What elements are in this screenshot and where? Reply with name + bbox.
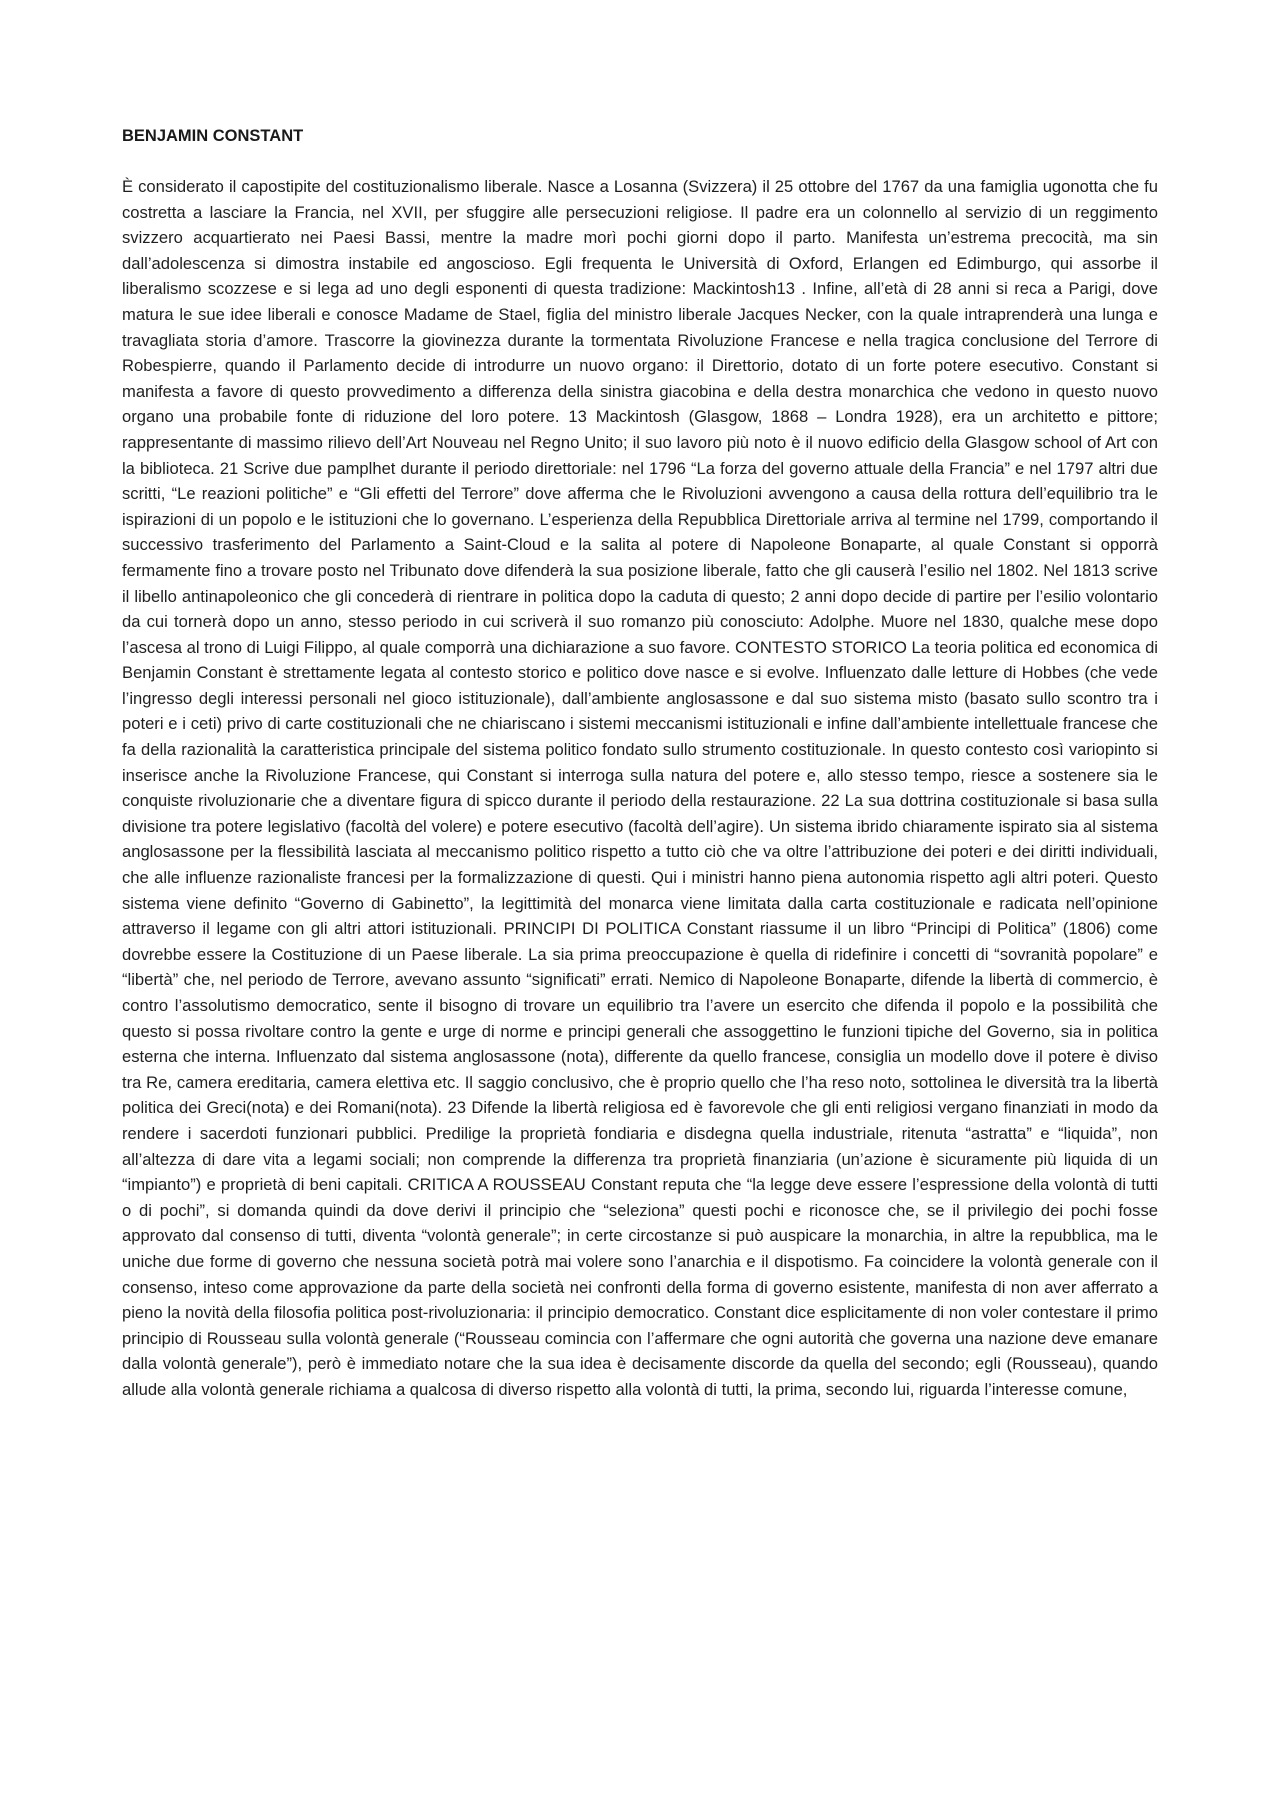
document-body: È considerato il capostipite del costituzionalismo liberale. Nasce a Losanna (Svizzera) il 25 ottobre del 1767 da una famiglia ugonotta che fu costretta a lasciare la Francia, nel XVII, per sfuggire alle persecuzioni religiose. Il padre era un colonnello al servizio di un reggimento svizzero acquartierato nei Paesi Bassi, mentre la madre morì pochi giorni dopo il parto. Manifesta un’estrema precocità, ma sin dall’adolescenza si dimostra instabile ed angoscioso. Egli frequenta le Università di Oxford, Erlangen ed Edimburgo, qui assorbe il liberalismo scozzese e si lega ad uno degli esponenti di questa tradizione: Mackintosh13 . Infine, all’età di 28 anni si reca a Parigi, dove matura le sue idee liberali e conosce Madame de Stael, figlia del ministro liberale Jacques Necker, con la quale intraprenderà una lunga e travagliata storia d’amore. Trascorre la giovinezza durante la tormentata Rivoluzione Francese e nella tragica conclusione del Terrore di Robespierre, quando il Parlamento decide di introdurre un nuovo organo: il Direttorio, dotato di un forte potere esecutivo. Constant si manifesta a favore di questo provvedimento a differenza della sinistra giacobina e della destra monarchica che vedono in questo nuovo organo una probabile fonte di riduzione del loro potere. 13 Mackintosh (Glasgow, 1868 – Londra 1928), era un architetto e pittore; rappresentante di massimo rilievo dell’Art Nouveau nel Regno Unito; il suo lavoro più noto è il nuovo edificio della Glasgow school of Art con la biblioteca. 21 Scrive due pamplhet durante il periodo direttoriale: nel 1796 “La forza del governo attuale della Francia” e nel 1797 altri due scritti, “Le reazioni politiche” e “Gli effetti del Terrore” dove afferma che le Rivoluzioni avvengono a causa della rottura dell’equilibrio tra le ispirazioni di un popolo e le istituzioni che lo governano. L’esperienza della Repubblica Direttoriale arriva al termine nel 1799, comportando il successivo trasferimento del Parlamento a Saint-Cloud e la salita al potere di Napoleone Bonaparte, al quale Constant si opporrà fermamente fino a trovare posto nel Tribunato dove difenderà la sua posizione liberale, fatto che gli causerà l’esilio nel 1802. Nel 1813 scrive il libello antinapoleonico che gli concederà di rientrare in politica dopo la caduta di questo; 2 anni dopo decide di partire per l’esilio volontario da cui tornerà dopo un anno, stesso periodo in cui scriverà il suo romanzo più conosciuto: Adolphe. Muore nel 1830, qualche mese dopo l’ascesa al trono di Luigi Filippo, al quale comporrà una dichiarazione a suo favore. CONTESTO STORICO La teoria politica ed economica di Benjamin Constant è strettamente legata al contesto storico e politico dove nasce e si evolve. Influenzato dalle letture di Hobbes (che vede l’ingresso degli interessi personali nel gioco istituzionale), dall’ambiente anglosassone e dal suo sistema misto (basato sullo scontro tra i poteri e i ceti) privo di carte costituzionali che ne chiariscano i sistemi meccanismi istituzionali e infine dall’ambiente intellettuale francese che fa della razionalità la caratteristica principale del sistema politico fondato sullo strumento costituzionale. In questo contesto così variopinto si inserisce anche la Rivoluzione Francese, qui Constant si interroga sulla natura del potere e, allo stesso tempo, riesce a sostenere sia le conquiste rivoluzionarie che a diventare figura di spicco durante il periodo della restaurazione. 22 La sua dottrina costituzionale si basa sulla divisione tra potere legislativo (facoltà del volere) e potere esecutivo (facoltà dell’agire). Un sistema ibrido chiaramente ispirato sia al sistema anglosassone per la flessibilità lasciata al meccanismo politico rispetto a tutto ciò che va oltre l’attribuzione dei poteri e dei diritti individuali, che alle influenze razionaliste francesi per la formalizzazione di questi. Qui i ministri hanno piena autonomia rispetto agli altri poteri. Questo sistema viene definito “Governo di Gabinetto”, la legittimità del monarca viene limitata dalla carta costituzionale e radicata nell’opinione attraverso il legame con gli altri attori istituzionali. PRINCIPI DI POLITICA Constant riassume il un libro “Principi di Politica” (1806) come dovrebbe essere la Costituzione di un Paese liberale. La sia prima preoccupazione è quella di ridefinire i concetti di “sovranità popolare” e “libertà” che, nel periodo de Terrore, avevano assunto “significati” errati. Nemico di Napoleone Bonaparte, difende la libertà di commercio, è contro l’assolutismo democratico, sente il bisogno di trovare un equilibrio tra l’avere un esercito che difenda il popolo e la possibilità che questo si possa rivoltare contro la gente e urge di norme e principi generali che assoggettino le funzioni tipiche del Governo, sia in politica esterna che interna. Influenzato dal sistema anglosassone (nota), differente da quello francese, consiglia un modello dove il potere è diviso tra Re, camera ereditaria, camera elettiva etc. Il saggio conclusivo, che è proprio quello che l’ha reso noto, sottolinea le diversità tra la libertà politica dei Greci(nota) e dei Romani(nota). 23 Difende la libertà religiosa ed è favorevole che gli enti religiosi vergano finanziati in modo da rendere i sacerdoti funzionari pubblici. Predilige la proprietà fondiaria e disdegna quella industriale, ritenuta “astratta” e “liquida”, non all’altezza di dare vita a legami sociali; non comprende la differenza tra proprietà finanziaria (un’azione è sicuramente più liquida di un “impianto”) e proprietà di beni capitali. CRITICA A ROUSSEAU Constant reputa che “la legge deve essere l’espressione della volontà di tutti o di pochi”, si domanda quindi da dove derivi il principio che “seleziona” questi pochi e riconosce che, se il privilegio dei pochi fosse approvato dal consenso di tutti, diventa “volontà generale”; in certe circostanze si può auspicare la monarchia, in altre la repubblica, ma le uniche due forme di governo che nessuna società potrà mai volere sono l’anarchia e il dispotismo. Fa coincidere la volontà generale con il consenso, inteso come approvazione da parte della società nei confronti della forma di governo esistente, manifesta di non aver afferrato a pieno la novità della filosofia politica post-rivoluzionaria: il principio democratico. Constant dice esplicitamente di non voler contestare il primo principio di Rousseau sulla volontà generale (“Rousseau comincia con l’affermare che ogni autorità che governa una nazione deve emanare dalla volontà generale”), però è immediato notare che la sua idea è decisamente discorde da quella del secondo; egli (Rousseau), quando allude alla volontà generale richiama a qualcosa di diverso rispetto alla volontà di tutti, la prima, secondo lui, riguarda l’interesse comune, <box>122 177 1158 1399</box>
document-title: BENJAMIN CONSTANT <box>122 127 304 145</box>
